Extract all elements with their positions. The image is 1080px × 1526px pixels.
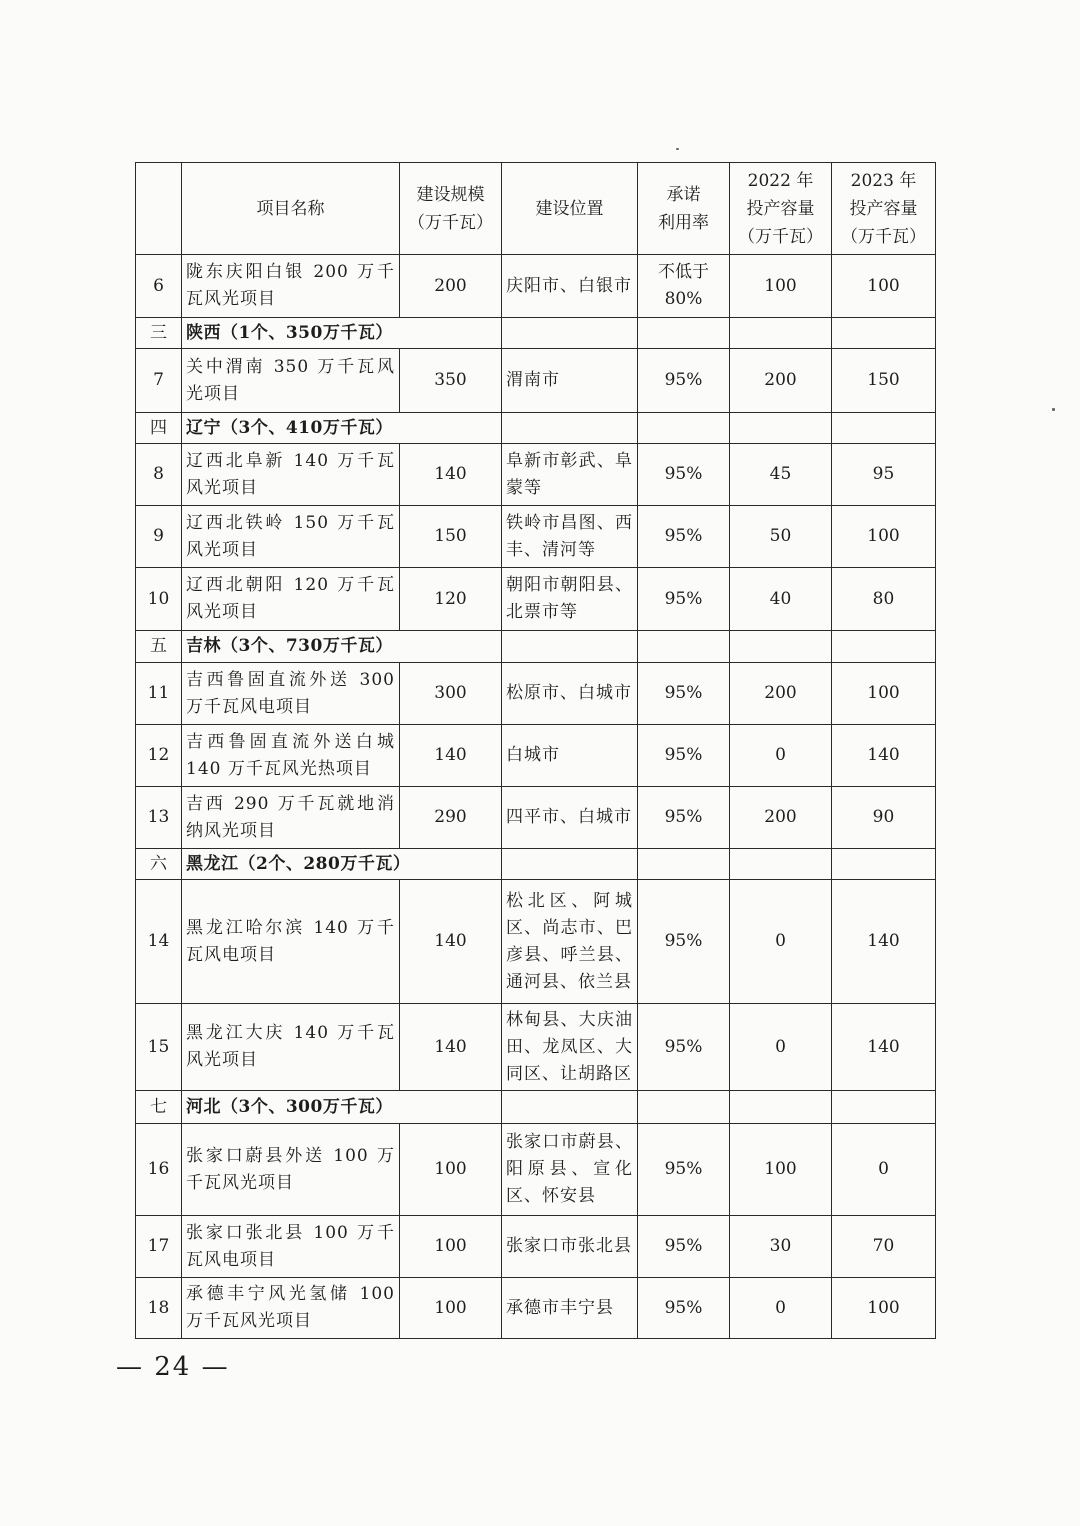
section-title: 河北（3个、300万千瓦） bbox=[182, 1091, 502, 1124]
project-2023: 80 bbox=[832, 568, 936, 631]
section-title: 吉林（3个、730万千瓦） bbox=[182, 631, 502, 663]
header-rate-line1: 承诺 bbox=[666, 184, 701, 205]
table-header-row bbox=[136, 163, 936, 255]
project-scale: 100 bbox=[400, 1216, 502, 1278]
empty-cell bbox=[730, 413, 832, 444]
project-table bbox=[135, 162, 936, 1339]
project-2023: 150 bbox=[832, 349, 936, 413]
table-row bbox=[136, 506, 936, 568]
project-name: 辽西北朝阳 120 万千瓦风光项目 bbox=[182, 568, 400, 631]
section-row bbox=[136, 849, 936, 880]
project-2022: 200 bbox=[730, 787, 832, 849]
project-location: 松北区、阿城区、尚志市、巴彦县、呼兰县、通河县、依兰县 bbox=[502, 880, 638, 1004]
row-number: 9 bbox=[136, 506, 182, 568]
section-title: 辽宁（3个、410万千瓦） bbox=[182, 413, 502, 444]
section-row bbox=[136, 1091, 936, 1124]
project-location: 白城市 bbox=[502, 725, 638, 787]
project-rate: 95% bbox=[638, 444, 730, 506]
project-2023: 140 bbox=[832, 725, 936, 787]
project-scale: 200 bbox=[400, 255, 502, 318]
project-2023: 0 bbox=[832, 1124, 936, 1216]
empty-cell bbox=[502, 1091, 638, 1124]
project-2023: 70 bbox=[832, 1216, 936, 1278]
project-name: 黑龙江哈尔滨 140 万千瓦风电项目 bbox=[182, 880, 400, 1004]
table-row bbox=[136, 725, 936, 787]
header-2023-line3: （万千瓦） bbox=[841, 226, 926, 247]
project-name: 关中渭南 350 万千瓦风光项目 bbox=[182, 349, 400, 413]
header-scale-line1: 建设规模 bbox=[416, 184, 485, 205]
project-scale: 350 bbox=[400, 349, 502, 413]
empty-cell bbox=[832, 318, 936, 349]
header-project-name: 项目名称 bbox=[182, 163, 400, 255]
project-rate: 95% bbox=[638, 1124, 730, 1216]
table-row bbox=[136, 1278, 936, 1339]
header-scale bbox=[400, 163, 502, 255]
section-number: 四 bbox=[136, 413, 182, 444]
section-title: 黑龙江（2个、280万千瓦） bbox=[182, 849, 502, 880]
project-2022: 0 bbox=[730, 725, 832, 787]
project-name: 张家口张北县 100 万千瓦风电项目 bbox=[182, 1216, 400, 1278]
project-rate: 95% bbox=[638, 725, 730, 787]
project-2022: 0 bbox=[730, 1004, 832, 1091]
empty-cell bbox=[638, 849, 730, 880]
row-number: 10 bbox=[136, 568, 182, 631]
project-rate: 95% bbox=[638, 663, 730, 725]
project-2022: 100 bbox=[730, 255, 832, 318]
table-row bbox=[136, 349, 936, 413]
project-scale: 140 bbox=[400, 880, 502, 1004]
empty-cell bbox=[638, 318, 730, 349]
table-row bbox=[136, 663, 936, 725]
project-name: 辽西北阜新 140 万千瓦风光项目 bbox=[182, 444, 400, 506]
header-location: 建设位置 bbox=[502, 163, 638, 255]
empty-cell bbox=[730, 849, 832, 880]
project-scale: 140 bbox=[400, 444, 502, 506]
project-location: 阜新市彰武、阜蒙等 bbox=[502, 444, 638, 506]
row-number: 12 bbox=[136, 725, 182, 787]
project-rate: 95% bbox=[638, 1004, 730, 1091]
table-row bbox=[136, 880, 936, 1004]
row-number: 6 bbox=[136, 255, 182, 318]
table-row bbox=[136, 1216, 936, 1278]
project-location: 松原市、白城市 bbox=[502, 663, 638, 725]
header-rate bbox=[638, 163, 730, 255]
section-row bbox=[136, 318, 936, 349]
project-2023: 100 bbox=[832, 255, 936, 318]
project-name: 承德丰宁风光氢储 100 万千瓦风光项目 bbox=[182, 1278, 400, 1339]
empty-cell bbox=[638, 1091, 730, 1124]
row-number: 7 bbox=[136, 349, 182, 413]
row-number: 17 bbox=[136, 1216, 182, 1278]
project-location: 庆阳市、白银市 bbox=[502, 255, 638, 318]
project-location: 铁岭市昌图、西丰、清河等 bbox=[502, 506, 638, 568]
empty-cell bbox=[730, 631, 832, 663]
section-number: 六 bbox=[136, 849, 182, 880]
row-number: 16 bbox=[136, 1124, 182, 1216]
scan-speck bbox=[1052, 408, 1055, 411]
project-scale: 120 bbox=[400, 568, 502, 631]
project-scale: 100 bbox=[400, 1124, 502, 1216]
project-name: 黑龙江大庆 140 万千瓦风光项目 bbox=[182, 1004, 400, 1091]
project-location: 林甸县、大庆油田、龙凤区、大同区、让胡路区 bbox=[502, 1004, 638, 1091]
project-location: 朝阳市朝阳县、北票市等 bbox=[502, 568, 638, 631]
empty-cell bbox=[502, 413, 638, 444]
project-location: 渭南市 bbox=[502, 349, 638, 413]
row-number: 13 bbox=[136, 787, 182, 849]
project-rate: 不低于 80% bbox=[638, 255, 730, 318]
header-2023 bbox=[832, 163, 936, 255]
project-name: 张家口蔚县外送 100 万千瓦风光项目 bbox=[182, 1124, 400, 1216]
project-2023: 90 bbox=[832, 787, 936, 849]
project-2023: 100 bbox=[832, 1278, 936, 1339]
section-row bbox=[136, 631, 936, 663]
project-location: 张家口市蔚县、阳原县、宣化区、怀安县 bbox=[502, 1124, 638, 1216]
empty-cell bbox=[502, 318, 638, 349]
row-number: 8 bbox=[136, 444, 182, 506]
project-2023: 140 bbox=[832, 880, 936, 1004]
table-row bbox=[136, 255, 936, 318]
empty-cell bbox=[502, 631, 638, 663]
project-2022: 40 bbox=[730, 568, 832, 631]
header-2022-line2: 投产容量 bbox=[746, 198, 815, 219]
empty-cell bbox=[502, 849, 638, 880]
project-scale: 150 bbox=[400, 506, 502, 568]
empty-cell bbox=[730, 318, 832, 349]
project-rate: 95% bbox=[638, 506, 730, 568]
empty-cell bbox=[638, 413, 730, 444]
project-rate: 95% bbox=[638, 349, 730, 413]
project-scale: 300 bbox=[400, 663, 502, 725]
project-rate: 95% bbox=[638, 1216, 730, 1278]
table-row bbox=[136, 787, 936, 849]
project-location: 张家口市张北县 bbox=[502, 1216, 638, 1278]
project-name: 辽西北铁岭 150 万千瓦风光项目 bbox=[182, 506, 400, 568]
project-scale: 140 bbox=[400, 725, 502, 787]
project-location: 四平市、白城市 bbox=[502, 787, 638, 849]
project-name: 吉西鲁固直流外送 300 万千瓦风电项目 bbox=[182, 663, 400, 725]
table-row bbox=[136, 568, 936, 631]
row-number: 11 bbox=[136, 663, 182, 725]
project-rate: 95% bbox=[638, 787, 730, 849]
row-number: 18 bbox=[136, 1278, 182, 1339]
header-2023-line1: 2023 年 bbox=[850, 170, 917, 191]
empty-cell bbox=[638, 631, 730, 663]
header-2023-line2: 投产容量 bbox=[849, 198, 918, 219]
project-rate: 95% bbox=[638, 568, 730, 631]
project-2022: 200 bbox=[730, 349, 832, 413]
project-2022: 200 bbox=[730, 663, 832, 725]
table-row bbox=[136, 1124, 936, 1216]
header-2022-line3: （万千瓦） bbox=[738, 226, 823, 247]
section-row bbox=[136, 413, 936, 444]
project-name: 吉西 290 万千瓦就地消纳风光项目 bbox=[182, 787, 400, 849]
empty-cell bbox=[730, 1091, 832, 1124]
section-number: 七 bbox=[136, 1091, 182, 1124]
project-2022: 50 bbox=[730, 506, 832, 568]
section-number: 五 bbox=[136, 631, 182, 663]
project-name: 吉西鲁固直流外送白城 140 万千瓦风光热项目 bbox=[182, 725, 400, 787]
project-2022: 0 bbox=[730, 880, 832, 1004]
header-2022-line1: 2022 年 bbox=[747, 170, 814, 191]
row-number: 15 bbox=[136, 1004, 182, 1091]
table-row bbox=[136, 1004, 936, 1091]
header-2022 bbox=[730, 163, 832, 255]
project-name: 陇东庆阳白银 200 万千瓦风光项目 bbox=[182, 255, 400, 318]
page-number: — 24 — bbox=[116, 1352, 230, 1382]
table-row bbox=[136, 444, 936, 506]
project-2022: 100 bbox=[730, 1124, 832, 1216]
empty-cell bbox=[832, 631, 936, 663]
section-number: 三 bbox=[136, 318, 182, 349]
project-scale: 100 bbox=[400, 1278, 502, 1339]
empty-cell bbox=[832, 413, 936, 444]
project-2022: 45 bbox=[730, 444, 832, 506]
project-2022: 30 bbox=[730, 1216, 832, 1278]
project-2023: 100 bbox=[832, 663, 936, 725]
header-index bbox=[136, 163, 182, 255]
project-location: 承德市丰宁县 bbox=[502, 1278, 638, 1339]
row-number: 14 bbox=[136, 880, 182, 1004]
header-scale-line2: （万千瓦） bbox=[408, 212, 493, 233]
project-2023: 100 bbox=[832, 506, 936, 568]
empty-cell bbox=[832, 1091, 936, 1124]
project-rate: 95% bbox=[638, 1278, 730, 1339]
project-2023: 140 bbox=[832, 1004, 936, 1091]
project-rate: 95% bbox=[638, 880, 730, 1004]
project-scale: 140 bbox=[400, 1004, 502, 1091]
empty-cell bbox=[832, 849, 936, 880]
project-2023: 95 bbox=[832, 444, 936, 506]
project-scale: 290 bbox=[400, 787, 502, 849]
scan-speck bbox=[676, 148, 679, 150]
project-2022: 0 bbox=[730, 1278, 832, 1339]
header-rate-line2: 利用率 bbox=[658, 212, 709, 233]
section-title: 陕西（1个、350万千瓦） bbox=[182, 318, 502, 349]
